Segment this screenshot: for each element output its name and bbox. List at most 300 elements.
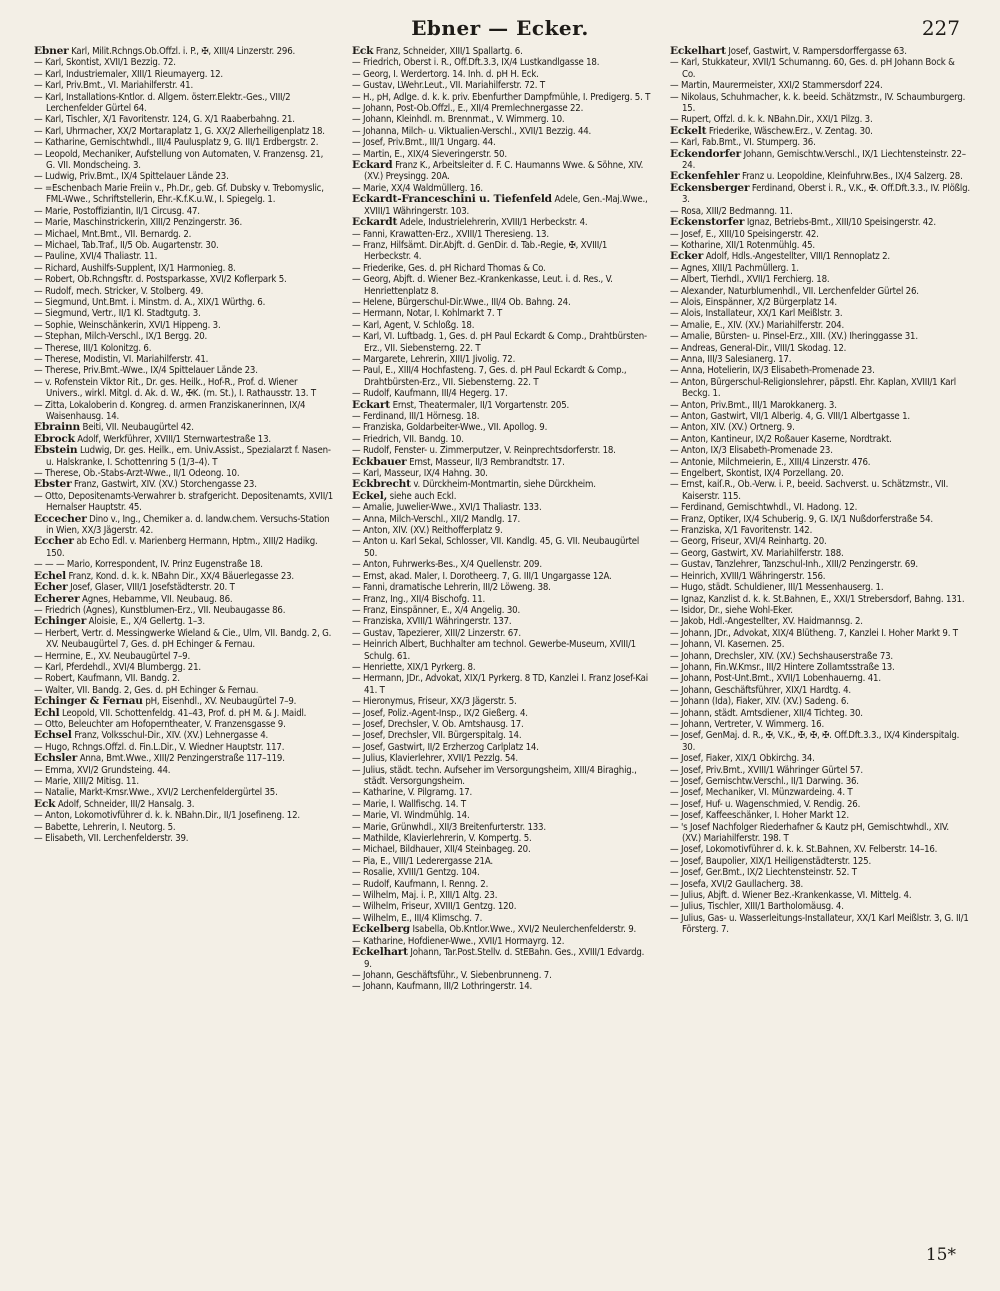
directory-entry [352, 890, 652, 901]
entry-text: — Alois, Einspänner, X/2 Bürgerplatz 14. [670, 296, 837, 308]
directory-entry [34, 308, 334, 319]
entry-text: — Ernst, kaiſ.R., Ob.-Verw. i. P., beeid. Sachverst. u. Schätzmstr., VII. Kaiserstr. 115. [670, 479, 949, 502]
directory-entry [670, 434, 970, 445]
directory-entry [352, 924, 652, 935]
directory-entry [352, 947, 652, 970]
entry-text: — Elisabeth, VII. Lerchenfelderstr. 39. [34, 833, 189, 845]
entry-text: Agnes, Hebamme, VII. Neubaug. 86. [82, 593, 233, 605]
entry-text: Anna, Bmt.Wwe., XIII/2 Penzingerstraße 117–119. [79, 753, 285, 765]
directory-entry [34, 810, 334, 821]
directory-entry [352, 730, 652, 741]
directory-entry [352, 263, 652, 274]
directory-entry [34, 651, 334, 662]
directory-entry [670, 879, 970, 890]
directory-entry [34, 753, 334, 764]
directory-entry [352, 229, 652, 240]
directory-entry [34, 479, 334, 490]
entry-text: — Siegmund, Unt.Bmt. i. Minstm. d. A., XIX/1 Würthg. 6. [34, 296, 266, 308]
directory-entry [670, 149, 970, 172]
entry-text: Adolf, Hdls.-Angestellter, VIII/1 Rennoplatz 2. [705, 251, 890, 263]
entry-text: — Josef, Drechsler, VII. Bürgerspitalg. 14. [352, 730, 522, 742]
directory-entry [670, 844, 970, 855]
entry-text: — Natalie, Markt-Kmsr.Wwe., XVI/2 Lerchenfeldergürtel 35. [34, 787, 278, 799]
directory-entry [670, 651, 970, 662]
directory-entry [670, 320, 970, 331]
entry-text: — Margarete, Lehrerin, XIII/1 Jivolig. 72. [352, 353, 516, 365]
entry-headword: Eckelt [670, 124, 707, 137]
directory-entry [352, 594, 652, 605]
directory-entry [670, 343, 970, 354]
entry-text: — Hugo, Rchngs.Offzl. d. Fin.L.Dir., V. Wiedner Hauptstr. 117. [34, 741, 285, 753]
directory-entry [34, 662, 334, 673]
directory-entry [34, 354, 334, 365]
entry-text: — Georg, Abjft. d. Wiener Bez.-Krankenkasse, Leut. i. d. Res., V. Henriettenplatz 8. [352, 274, 613, 297]
entry-text: Ernst, Masseur, II/3 Rembrandtstr. 17. [409, 456, 565, 468]
directory-entry [670, 297, 970, 308]
entry-headword: Ebstein [34, 444, 78, 457]
entry-text: — Richard, Aushilfs-Supplent, IX/1 Harmonieg. 8. [34, 262, 236, 274]
directory-entry [352, 970, 652, 981]
directory-entry [670, 662, 970, 673]
entry-headword: Eckelberg [352, 923, 410, 936]
entry-text: — Josef, Gastwirt, II/2 Erzherzog Carlplatz 14. [352, 741, 539, 753]
directory-entry [670, 263, 970, 274]
entry-headword: Eckendorfer [670, 147, 742, 160]
directory-entry [34, 571, 334, 582]
entry-text: — Stephan, Milch-Verschl., IX/1 Bergg. 20. [34, 331, 208, 343]
directory-entry [34, 331, 334, 342]
directory-entry [352, 673, 652, 696]
entry-text: Franz, Gastwirt, XIV. (XV.) Storchengasse 23. [74, 479, 257, 491]
entry-text: — Karl, Tischler, X/1 Favoritenstr. 124, G. X/1 Raaberbahng. 21. [34, 114, 295, 126]
entry-headword: Eccher [34, 535, 74, 548]
entry-text: — Fanni, dramatische Lehrerin, III/2 Löweng. 38. [352, 582, 551, 594]
entry-text: Franz u. Leopoldine, Kleinfuhrw.Bes., IX/4 Salzerg. 28. [742, 171, 963, 183]
entry-text: — Amalie, Bürsten- u. Pinsel-Erz., XIII. (XV.) Iheringgasse 31. [670, 331, 918, 343]
entry-text: — Karl, Skontist, XVII/1 Bezzig. 72. [34, 57, 176, 69]
entry-text: — Ludwig, Priv.Bmt., IX/4 Spittelauer Lände 23. [34, 171, 229, 183]
entry-text: — Josefa, XVI/2 Gaullacherg. 38. [670, 878, 804, 890]
entry-text: — Emma, XVI/2 Grundsteing. 44. [34, 764, 171, 776]
directory-entry [352, 559, 652, 570]
directory-entry [670, 810, 970, 821]
entry-text: — Rudolf, Fenster- u. Zimmerputzer, V. Reinprechtsdorferstr. 18. [352, 445, 616, 457]
entry-text: — Ferdinand, Gemischtwhdl., VI. Hadong. 12. [670, 502, 858, 514]
directory-entry [670, 411, 970, 422]
entry-text: — Therese, III/1 Kolonitzg. 6. [34, 342, 152, 354]
entry-text: — Helene, Bürgerschul-Dir.Wwe., III/4 Ob. Bahng. 24. [352, 296, 571, 308]
directory-entry [352, 810, 652, 821]
entry-text: — Heinrich, XVIII/1 Währingerstr. 156. [670, 570, 826, 582]
entry-text: — Josef, Gemischtw.Verschl., II/1 Darwing. 36. [670, 776, 859, 787]
entry-text: — Julius, städt. techn. Aufseher im Versorgungsheim, XIII/4 Biraghig., städt. Versorgungsheim. [352, 764, 637, 787]
entry-text: — Franziska, XVIII/1 Währingerstr. 137. [352, 616, 512, 628]
entry-text: — Marie, VI. Windmühlg. 14. [352, 810, 470, 822]
directory-entry [34, 57, 334, 68]
entry-text: — Josef, Drechsler, V. Ob. Amtshausg. 17. [352, 718, 524, 730]
entry-text: — Andreas, General-Dir., VIII/1 Skodag. 12. [670, 342, 847, 354]
page-number: 227 [921, 16, 960, 40]
directory-entry [34, 673, 334, 684]
directory-entry [352, 765, 652, 788]
entry-text: — Anton, Lokomotivführer d. k. k. NBahn.Dir., II/1 Josefineng. 12. [34, 810, 300, 822]
entry-headword: Echerer [34, 592, 80, 605]
entry-text: — Johann, Fin.W.Kmsr., III/2 Hintere Zollamtsstraße 13. [670, 661, 895, 673]
entry-text: v. Dürckheim-Montmartin, siehe Dürckheim. [413, 479, 596, 491]
directory-entry [34, 708, 334, 719]
entry-headword: Echel [34, 569, 66, 582]
entry-text: — Siegmund, Vertr., II/1 Kl. Stadtgutg. 3. [34, 308, 201, 320]
entry-text: Adolf, Werkführer, XVIII/1 Sternwartestraße 13. [77, 433, 271, 445]
directory-entry [34, 320, 334, 331]
column-right [670, 46, 970, 1242]
directory-entry [670, 822, 970, 845]
directory-entry [352, 628, 652, 639]
directory-entry [352, 422, 652, 433]
entry-text: — Josef, GenMaj. d. R., ✠, V.K., ✠, ✠, ✠. Off.Dft.3.3., IX/4 Kinderspitalg. 30. [670, 730, 960, 753]
entry-headword: Eck [34, 797, 56, 810]
directory-entry [34, 171, 334, 182]
directory-entry [670, 400, 970, 411]
entry-text: — Franz, Einspänner, E., X/4 Angelig. 30. [352, 604, 521, 616]
directory-entry [670, 92, 970, 115]
entry-text: — Franz, Ing., XII/4 Bischofg. 11. [352, 593, 486, 605]
directory-entry [34, 822, 334, 833]
directory-entry [352, 149, 652, 160]
directory-entry [34, 422, 334, 433]
entry-headword: Eckardt [352, 216, 398, 229]
directory-entry [352, 479, 652, 490]
entry-text: Franz K., Arbeitsleiter d. F. C. Haumanns Wwe. & Söhne, XIV. (XV.) Preysingg. 20A. [364, 160, 644, 183]
directory-entry [352, 114, 652, 125]
entry-text: Aloisie, E., X/4 Gellertg. 1–3. [88, 616, 205, 628]
entry-text: — Friedrich, Oberst i. R., Off.Dft.3.3, IX/4 Lustkandlgasse 18. [352, 57, 600, 69]
directory-entry [670, 867, 970, 878]
entry-headword: Echl [34, 706, 60, 719]
entry-text: Beiti, VII. Neubaugürtel 42. [82, 422, 194, 434]
directory-entry [352, 331, 652, 354]
directory-entry [670, 605, 970, 616]
entry-text: — Josef, Fiaker, XIX/1 Obkirchg. 34. [670, 753, 815, 765]
directory-entry [34, 126, 334, 137]
entry-text: — Herbert, Vertr. d. Messingwerke Wieland & Cie., Ulm, VII. Bandg. 2, G. XV. Neubaugürtel 7, Ges. d. pH Echinger & Fernau. [34, 627, 332, 651]
entry-text: — Karl, Industriemaler, XIII/1 Rieumayerg. 12. [34, 68, 223, 80]
directory-entry [34, 263, 334, 274]
directory-entry [352, 411, 652, 422]
entry-text: — Anton, Bürgerschul-Religionslehrer, päpstl. Ehr. Kaplan, XVIII/1 Karl Beckg. 1. [670, 376, 956, 400]
entry-text: — Mathilde, Klavierlehrerin, V. Kompertg. 5. [352, 833, 532, 845]
entry-text: — Michael, Mnt.Bmt., VII. Bernardg. 2. [34, 228, 192, 240]
entry-text: — Georg, I. Werdertorg. 14. Inh. d. pH H. Eck. [352, 68, 539, 80]
entry-text: — Julius, Gas- u. Wasserleitungs-Installateur, XX/1 Karl Meißlstr. 3, G. II/1 Försterg. 7. [670, 912, 969, 936]
entry-text: — Anton, Fuhrwerks-Bes., X/4 Quellenstr. 209. [352, 559, 542, 571]
entry-text: Adele, Industrielehrerin, XVIII/1 Herbeckstr. 4. [399, 217, 588, 229]
entry-text: — Friedrich (Agnes), Kunstblumen-Erz., VII. Neubaugasse 86. [34, 604, 286, 616]
entry-text: — Julius, Klavierlehrer, XVII/1 Pezzlg. 54. [352, 753, 518, 765]
columns [34, 46, 970, 1242]
directory-entry [352, 582, 652, 593]
directory-entry [670, 114, 970, 125]
directory-entry [670, 217, 970, 228]
entry-text: — Anna, Hotelierin, IX/3 Elisabeth-Promenade 23. [670, 365, 875, 377]
entry-text: — Josef, E., XIII/10 Speisingerstr. 42. [670, 228, 819, 240]
entry-headword: Ecker [670, 250, 704, 263]
directory-entry [34, 149, 334, 172]
entry-text: — Marie, XX/4 Waldmüllerg. 16. [352, 182, 483, 194]
directory-entry [670, 708, 970, 719]
entry-text: Ignaz, Betriebs-Bmt., XIII/10 Speisingerstr. 42. [746, 217, 936, 229]
entry-text: — Marie, Postoffiziantin, II/1 Circusg. 47. [34, 205, 200, 217]
entry-text: Karl, Milit.Rchngs.Ob.Offzl. i. P., ✠, XIII/4 Linzerstr. 296. [71, 46, 296, 57]
directory-entry [352, 80, 652, 91]
entry-text: — Johann, städt. Amtsdiener, XII/4 Tichteg. 30. [670, 707, 863, 719]
entry-text: — Michael, Bildhauer, XII/4 Steinbageg. 20. [352, 844, 531, 856]
entry-text: Franz, Volksschul-Dir., XIV. (XV.) Lehnergasse 4. [74, 730, 269, 742]
directory-entry [670, 890, 970, 901]
entry-text: — Isidor, Dr., siehe Wohl-Eker. [670, 604, 793, 616]
directory-entry [34, 468, 334, 479]
directory-entry [34, 799, 334, 810]
directory-entry [352, 365, 652, 388]
entry-text: — Johann, Geschäftsführer, XIX/1 Hardtg. 4. [670, 684, 851, 696]
entry-headword: Eckart [352, 398, 391, 411]
directory-entry [352, 856, 652, 867]
entry-text: — Josef, Kaffeeschänker, I. Hoher Markt 12. [670, 810, 849, 822]
directory-entry [352, 57, 652, 68]
entry-text: — Engelbert, Skontist, IX/4 Porzellang. 20. [670, 468, 844, 480]
entry-text: Isabella, Ob.Kntlor.Wwe., XVI/2 Neulerchenfelderstr. 9. [412, 924, 637, 936]
entry-text: — Julius, Tischler, XIII/1 Bartholomäusg. 4. [670, 901, 844, 913]
entry-headword: Eckelhart [670, 46, 726, 57]
directory-entry [352, 605, 652, 616]
directory-entry [352, 901, 652, 912]
directory-entry [352, 708, 652, 719]
directory-entry [34, 536, 334, 559]
directory-entry [34, 765, 334, 776]
directory-entry [34, 616, 334, 627]
entry-text: — Alois, Installateur, XX/1 Karl Meißlstr. 3. [670, 308, 843, 320]
entry-text: — Rupert, Offzl. d. k. k. NBahn.Dir., XXI/1 Pilzg. 3. [670, 114, 873, 126]
entry-headword: Ebster [34, 478, 72, 491]
entry-headword: Eckenstorfer [670, 216, 745, 229]
directory-entry [670, 673, 970, 684]
entry-text: — Nikolaus, Schuhmacher, k. k. beeid. Schätzmstr., IV. Schaumburgerg. 15. [670, 91, 966, 115]
directory-entry [670, 856, 970, 867]
directory-entry [34, 594, 334, 605]
entry-text: — Karl, VI. Luftbadg. 1, Ges. d. pH Paul Eckardt & Comp., Drahtbürsten-Erz., VII. Siebensterng. 22. T [352, 331, 647, 354]
entry-text: — Zitta, Lokaloberin d. Kongreg. d. armen Franziskanerinnen, IX/4 Waisenhausg. 14. [34, 399, 306, 422]
directory-entry [352, 719, 652, 730]
directory-entry [670, 377, 970, 400]
entry-headword: Ebrainn [34, 421, 80, 434]
directory-entry [670, 514, 970, 525]
entry-text: — Josef, Baupolier, XIX/1 Heiligenstädterstr. 125. [670, 855, 871, 867]
directory-entry [352, 354, 652, 365]
directory-entry [352, 662, 652, 673]
directory-entry [34, 434, 334, 445]
directory-entry [670, 730, 970, 753]
directory-entry [34, 742, 334, 753]
directory-entry [670, 126, 970, 137]
entry-headword: Eckardt-Franceschini u. Tiefenfeld [352, 193, 552, 206]
directory-entry [352, 787, 652, 798]
directory-entry [670, 457, 970, 468]
directory-entry [670, 753, 970, 764]
directory-entry [670, 479, 970, 502]
entry-text: — — — Mario, Korrespondent, IV. Prinz Eugenstraße 18. [34, 559, 263, 571]
entry-text: Friederike, Wäschew.Erz., V. Zentag. 30. [708, 125, 873, 137]
directory-entry [352, 867, 652, 878]
entry-text: — Josef, Mechaniker, VI. Münzwardeing. 4. T [670, 787, 853, 799]
column-left [34, 46, 334, 1242]
directory-entry [670, 525, 970, 536]
entry-text: Josef, Glaser, VIII/1 Josefstädterstr. 20. T [70, 582, 235, 594]
entry-text: — Karl, Uhrmacher, XX/2 Mortaraplatz 1, G. XX/2 Allerheiligenplatz 18. [34, 125, 325, 137]
entry-text: — Therese, Ob.-Stabs-Arzt-Wwe., II/1 Odeong. 10. [34, 468, 240, 480]
entry-text: — Hermine, E., XV. Neubaugürtel 7–9. [34, 650, 191, 662]
entry-text: — Josef, Lokomotivführer d. k. k. St.Bahnen, XV. Felberstr. 14–16. [670, 844, 938, 856]
directory-entry [352, 92, 652, 103]
directory-entry [670, 331, 970, 342]
entry-text: — Karl, Agent, V. Schloßg. 18. [352, 319, 475, 331]
directory-entry [352, 194, 652, 217]
entry-text: — Johann, Post-Ob.Offzl., E., XII/4 Premlechnergasse 22. [352, 103, 584, 115]
entry-text: — Johann, Drechsler, XIV. (XV.) Sechshauserstraße 73. [670, 650, 893, 662]
entry-text: — Josef, Poliz.-Agent-Insp., IX/2 Gießerg. 4. [352, 707, 528, 719]
entry-text: Franz, Schneider, XIII/1 Spallartg. 6. [375, 46, 523, 57]
directory-entry [670, 787, 970, 798]
directory-entry [670, 765, 970, 776]
entry-text: — Johann, JDr., Advokat, XIX/4 Blütheng. 7, Kanzlei I. Hoher Markt 9. T [670, 627, 958, 639]
directory-entry [670, 799, 970, 810]
directory-entry [34, 286, 334, 297]
directory-entry [670, 913, 970, 936]
entry-text: — Georg, Friseur, XVI/4 Reinhartg. 20. [670, 536, 827, 548]
directory-entry [34, 833, 334, 844]
entry-text: — Anton, IX/3 Elisabeth-Promenade 23. [670, 445, 833, 457]
directory-entry [352, 536, 652, 559]
directory-entry [670, 422, 970, 433]
entry-headword: Eckbrecht [352, 478, 411, 491]
entry-headword: Echer [34, 581, 68, 594]
entry-text: — Rosalie, XVIII/1 Gentzg. 104. [352, 867, 480, 879]
entry-text: — Martin, Maurermeister, XXI/2 Stammersdorf 224. [670, 80, 883, 92]
entry-text: — v. Rofenstein Viktor Rit., Dr. ges. Heilk., Hof-R., Prof. d. Wiener Univers., wirkl. Mitgl. d. Ak. d. W., ✠K. (m. St.), I. Rathausstr. 13. T [34, 376, 316, 400]
directory-entry [352, 879, 652, 890]
entry-text: Franz, Kond. d. k. k. NBahn Dir., XX/4 Bäuerlegasse 23. [68, 570, 294, 582]
entry-text: Josef, Gastwirt, V. Rampersdorffergasse 63. [728, 46, 907, 57]
directory-entry [34, 776, 334, 787]
entry-text: — Marie, Grünwhdl., XII/3 Breitenfurterstr. 133. [352, 821, 546, 833]
directory-entry [352, 137, 652, 148]
directory-entry [352, 799, 652, 810]
entry-text: — H., pH, Adlge. d. k. k. priv. Ebenfurther Dampfmühle, I. Predigerg. 5. T [352, 91, 651, 103]
entry-text: — Gustav, Tanzlehrer, Tanzschul-Inh., XIII/2 Penzingerstr. 69. [670, 559, 918, 571]
entry-headword: Eckard [352, 159, 393, 172]
entry-text: — =Eschenbach Marie Freiin v., Ph.Dr., geb. Gf. Dubsky v. Trebomyslic, FML-Wwe., Schriftstellerin, Ehr.-K.f.K.u.W., I. Spiegelg. 1. [34, 182, 324, 206]
directory-entry [352, 844, 652, 855]
entry-headword: Eckenfehler [670, 170, 740, 183]
entry-text: — Wilhelm, Friseur, XVIII/1 Gentzg. 120. [352, 901, 517, 913]
directory-entry [34, 719, 334, 730]
directory-entry [34, 514, 334, 537]
entry-text: — Anton, Gastwirt, VII/1 Alberig. 4, G. VIII/1 Albertgasse 1. [670, 411, 910, 422]
directory-entry [670, 354, 970, 365]
directory-entry [352, 616, 652, 627]
entry-text: — Katharine, Hofdiener-Wwe., XVII/1 Hormayrg. 12. [352, 935, 565, 947]
entry-text: — Albert, Tierhdl., XVII/1 Ferchierg. 18. [670, 274, 830, 286]
directory-entry [352, 833, 652, 844]
entry-text: — Johann, Post-Unt.Bmt., XVII/1 Lobenhauerng. 41. [670, 673, 881, 685]
directory-entry [352, 297, 652, 308]
directory-entry [34, 400, 334, 423]
directory-entry [352, 126, 652, 137]
directory-entry [352, 69, 652, 80]
directory-entry [670, 46, 970, 57]
entry-text: — Agnes, XIII/1 Pachmüllerg. 1. [670, 262, 799, 274]
directory-entry [352, 400, 652, 411]
entry-headword: Ebner [34, 46, 69, 57]
directory-entry [34, 377, 334, 400]
directory-entry [352, 274, 652, 297]
entry-text: — Anton, Priv.Bmt., III/1 Marokkanerg. 3. [670, 399, 837, 411]
entry-headword: Echinger & Fernau [34, 695, 143, 708]
entry-text: — Friederike, Ges. d. pH Richard Thomas & Co. [352, 262, 546, 274]
entry-text: — Anton, Kantineur, IX/2 Roßauer Kaserne, Nordtrakt. [670, 433, 892, 445]
directory-entry [670, 536, 970, 547]
directory-entry [34, 240, 334, 251]
entry-text: Johann, Gemischtw.Verschl., IX/1 Liechtensteinstr. 22–24. [682, 148, 966, 172]
directory-entry [670, 183, 970, 206]
directory-entry [34, 343, 334, 354]
entry-text: — Karl, Stukkateur, XVII/1 Schumanng. 60, Ges. d. pH Johann Bock & Co. [670, 57, 955, 80]
entry-text: — Wilhelm, Maj. i. P., XIII/1 Altg. 23. [352, 890, 498, 902]
entry-text: — Anton, XIV. (XV.) Reithofferplatz 9. [352, 525, 503, 537]
directory-entry [670, 571, 970, 582]
entry-text: — Sophie, Weinschänkerin, XVI/1 Hippeng. 3. [34, 319, 221, 331]
directory-entry [670, 308, 970, 319]
directory-entry [34, 114, 334, 125]
entry-text: Leopold, VII. Schottenfeldg. 41–43, Prof. d. pH M. & J. Maidl. [62, 707, 307, 719]
directory-entry [34, 365, 334, 376]
entry-text: — Heinrich Albert, Buchhalter am technol. Gewerbe-Museum, XVIII/1 Schulg. 61. [352, 639, 636, 662]
entry-text: — Babette, Lehrerin, I. Neutorg. 5. [34, 821, 176, 833]
entry-text: — Johann (Ida), Fiaker, XIV. (XV.) Sadeng. 6. [670, 696, 849, 708]
signature-mark: 15* [925, 1245, 956, 1265]
entry-headword: Eckel, [352, 489, 388, 502]
entry-text: — Antonie, Milchmeierin, E., XIII/4 Linzerstr. 476. [670, 456, 871, 468]
entry-text: Ernst, Theatermaler, II/1 Vorgartenstr. 205. [392, 399, 570, 411]
directory-entry [34, 137, 334, 148]
entry-text: — Ferdinand, III/1 Hörnesg. 18. [352, 411, 480, 422]
directory-entry [352, 46, 652, 57]
directory-entry [352, 240, 652, 263]
entry-text: — Pia, E., VIII/1 Lederergasse 21A. [352, 855, 493, 867]
directory-entry [352, 103, 652, 114]
directory-entry [352, 696, 652, 707]
entry-text: — Martin, E., XIX/4 Sieveringerstr. 50. [352, 148, 507, 160]
directory-entry [670, 502, 970, 513]
directory-entry [34, 491, 334, 514]
entry-text: — Josef, Priv.Bmt., XVIII/1 Währinger Gürtel 57. [670, 764, 863, 776]
entry-text: — Rudolf, mech. Stricker, V. Stolberg. 49. [34, 285, 204, 297]
directory-entry [670, 696, 970, 707]
entry-text: — Karl, Pferdehdl., XVI/4 Blumbergg. 21. [34, 661, 201, 673]
entry-text: — Johanna, Milch- u. Viktualien-Verschl., XVII/1 Bezzig. 44. [352, 125, 592, 137]
directory-entry [34, 274, 334, 285]
entry-headword: Eckelhart [352, 946, 408, 959]
directory-entry [670, 229, 970, 240]
